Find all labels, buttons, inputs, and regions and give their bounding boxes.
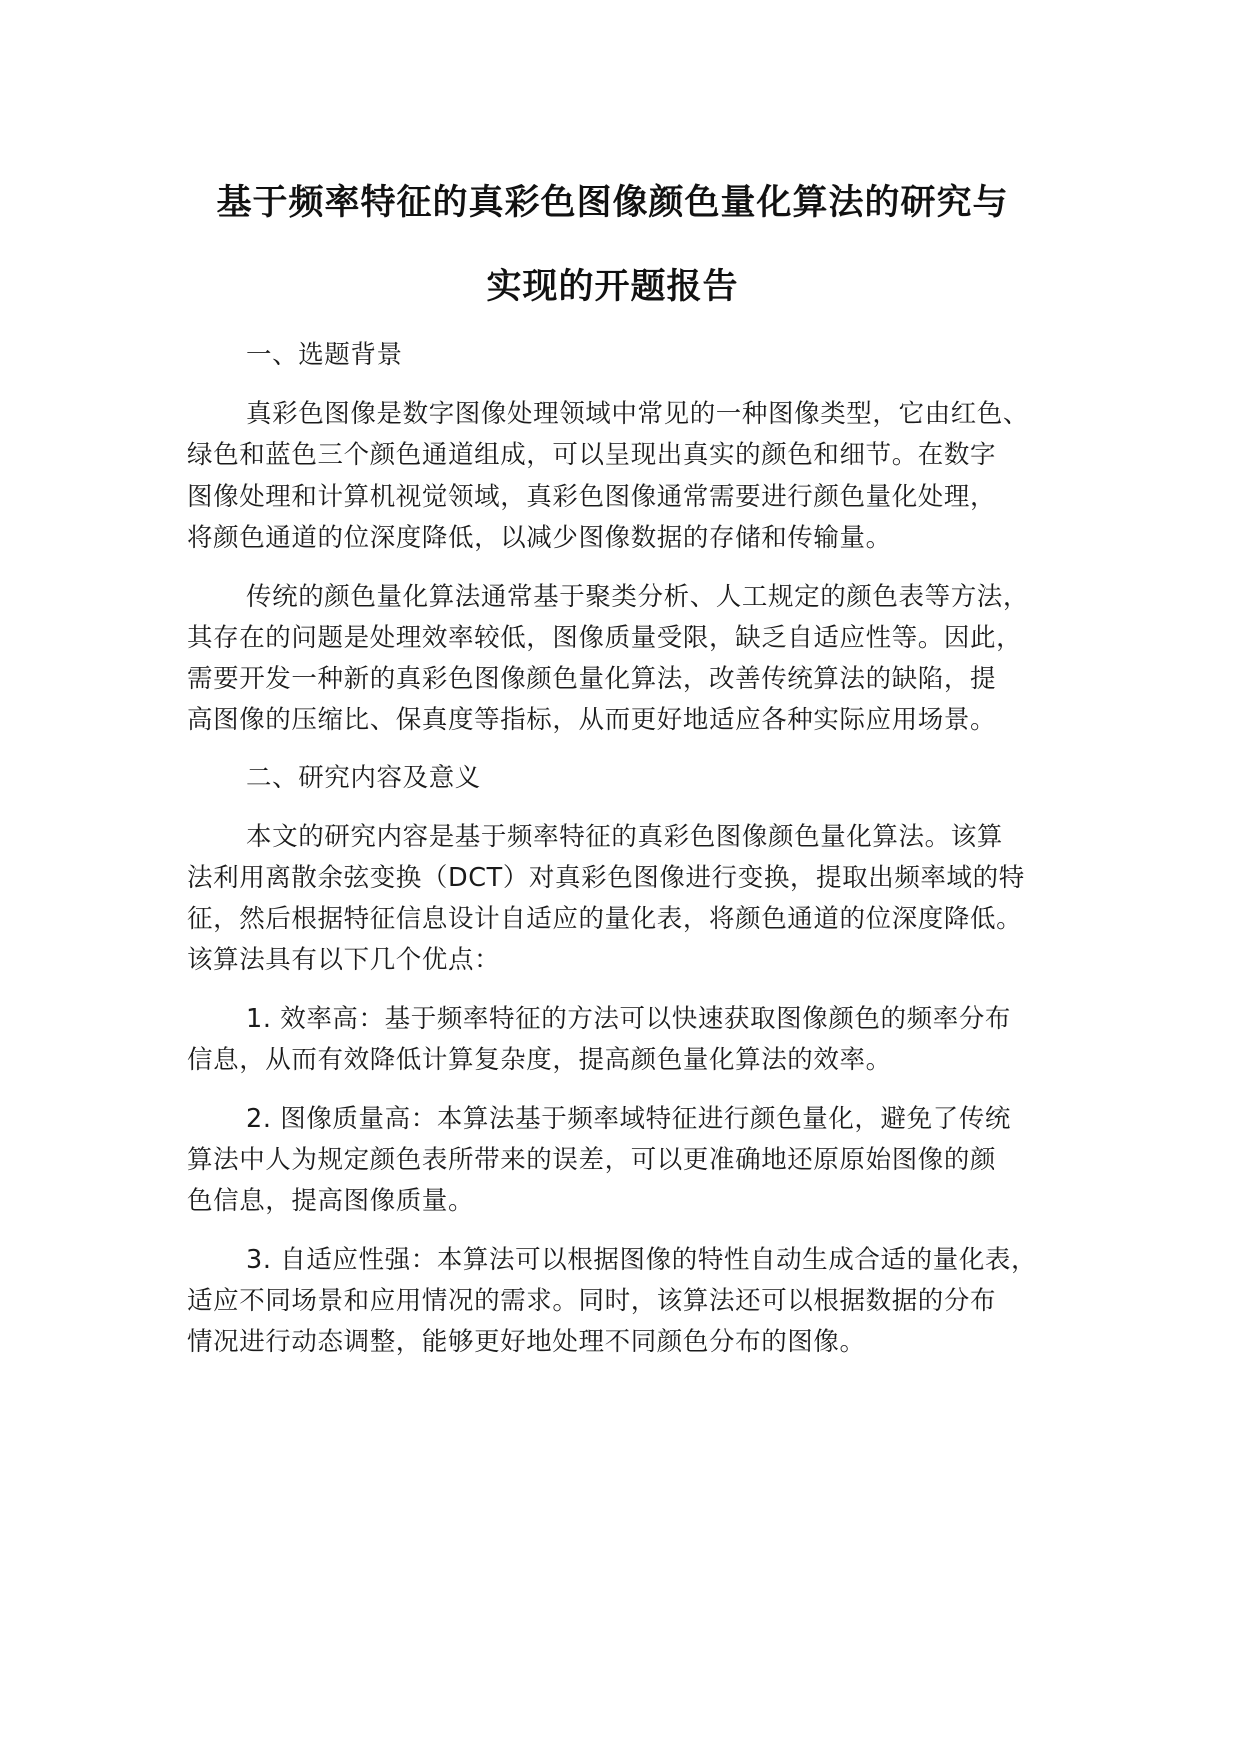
document-title-line-1: 基于频率特征的真彩色图像颜色量化算法的研究与 [216, 183, 1009, 223]
paragraph-line: 本文的研究内容是基于频率特征的真彩色图像颜色量化算法。该算 [246, 822, 1003, 852]
paragraph-line: 该算法具有以下几个优点： [187, 945, 501, 975]
section-1-heading: 一、选题背景 [246, 340, 403, 370]
paragraph-line: 法利用离散余弦变换（DCT）对真彩色图像进行变换，提取出频率域的特 [187, 863, 1025, 893]
list-item-line: 2. 图像质量高：本算法基于频率域特征进行颜色量化，避免了传统 [246, 1104, 1012, 1134]
paragraph-line: 其存在的问题是处理效率较低，图像质量受限，缺乏自适应性等。因此， [187, 623, 1023, 653]
list-item-line: 适应不同场景和应用情况的需求。同时，该算法还可以根据数据的分布 [187, 1286, 997, 1316]
paragraph-line: 绿色和蓝色三个颜色通道组成，可以呈现出真实的颜色和细节。在数字 [187, 440, 997, 470]
paragraph-line: 图像处理和计算机视觉领域，真彩色图像通常需要进行颜色量化处理， [187, 482, 997, 512]
list-item-line: 1. 效率高：基于频率特征的方法可以快速获取图像颜色的频率分布 [246, 1004, 1012, 1034]
list-item-line: 色信息，提高图像质量。 [187, 1186, 475, 1216]
document-title-line-2: 实现的开题报告 [486, 267, 739, 307]
paragraph-line: 将颜色通道的位深度降低，以减少图像数据的存储和传输量。 [187, 523, 892, 553]
section-2-heading: 二、研究内容及意义 [246, 763, 481, 793]
paragraph-line: 传统的颜色量化算法通常基于聚类分析、人工规定的颜色表等方法， [246, 582, 1030, 612]
paragraph-line: 需要开发一种新的真彩色图像颜色量化算法，改善传统算法的缺陷，提 [187, 664, 997, 694]
list-item-line: 3. 自适应性强：本算法可以根据图像的特性自动生成合适的量化表， [246, 1245, 1038, 1275]
list-item-line: 算法中人为规定颜色表所带来的误差，可以更准确地还原原始图像的颜 [187, 1145, 997, 1175]
paragraph-line: 真彩色图像是数字图像处理领域中常见的一种图像类型，它由红色、 [246, 399, 1030, 429]
list-item-line: 情况进行动态调整，能够更好地处理不同颜色分布的图像。 [187, 1327, 866, 1357]
paragraph-line: 高图像的压缩比、保真度等指标，从而更好地适应各种实际应用场景。 [187, 705, 997, 735]
paragraph-line: 征，然后根据特征信息设计自适应的量化表，将颜色通道的位深度降低。 [187, 904, 1023, 934]
list-item-line: 信息，从而有效降低计算复杂度，提高颜色量化算法的效率。 [187, 1045, 892, 1075]
